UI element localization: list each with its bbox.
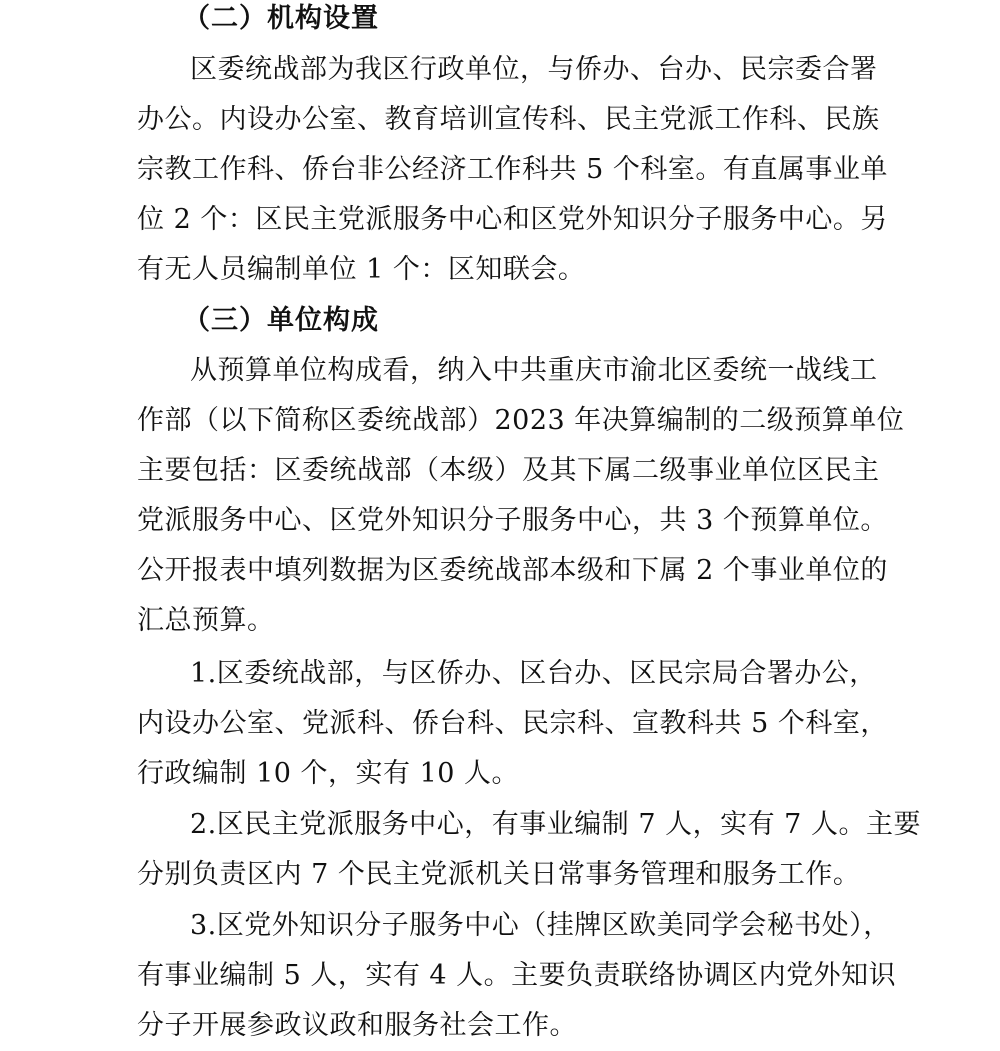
paragraph-line: 办公。内设办公室、教育培训宣传科、民主党派工作科、民族 — [137, 104, 880, 135]
list-item-line: 内设办公室、党派科、侨台科、民宗科、宣教科共 5 个科室， — [137, 708, 888, 739]
list-item-line: 行政编制 10 个，实有 10 人。 — [137, 758, 520, 789]
paragraph-line: 从预算单位构成看，纳入中共重庆市渝北区委统一战线工 — [190, 355, 878, 386]
list-item-line: 1.区委统战部，与区侨办、区台办、区民宗局合署办公， — [190, 658, 877, 689]
list-item-line: 分别负责区内 7 个民主党派机关日常事务管理和服务工作。 — [137, 859, 861, 890]
section-heading-organization: （二）机构设置 — [183, 3, 379, 34]
list-item-line: 2.区民主党派服务中心，有事业编制 7 人，实有 7 人。主要 — [190, 809, 921, 840]
list-item-line: 有事业编制 5 人，实有 4 人。主要负责联络协调区内党外知识 — [137, 960, 897, 991]
paragraph-line: 作部（以下简称区委统战部）2023 年决算编制的二级预算单位 — [137, 405, 905, 436]
section-heading-composition: （三）单位构成 — [183, 305, 379, 336]
paragraph-line: 党派服务中心、区党外知识分子服务中心，共 3 个预算单位。 — [137, 505, 888, 536]
paragraph-line: 宗教工作科、侨台非公经济工作科共 5 个科室。有直属事业单 — [137, 154, 888, 185]
paragraph-line: 区委统战部为我区行政单位，与侨办、台办、民宗委合署 — [190, 54, 878, 85]
paragraph-line: 公开报表中填列数据为区委统战部本级和下属 2 个事业单位的 — [137, 555, 888, 586]
list-item-line: 3.区党外知识分子服务中心（挂牌区欧美同学会秘书处）， — [190, 910, 891, 941]
paragraph-line: 汇总预算。 — [137, 605, 275, 636]
paragraph-line: 位 2 个：区民主党派服务中心和区党外知识分子服务中心。另 — [137, 204, 888, 235]
list-item-line: 分子开展参政议政和服务社会工作。 — [137, 1010, 577, 1041]
paragraph-line: 主要包括：区委统战部（本级）及其下属二级事业单位区民主 — [137, 455, 880, 486]
paragraph-line: 有无人员编制单位 1 个：区知联会。 — [137, 254, 586, 285]
